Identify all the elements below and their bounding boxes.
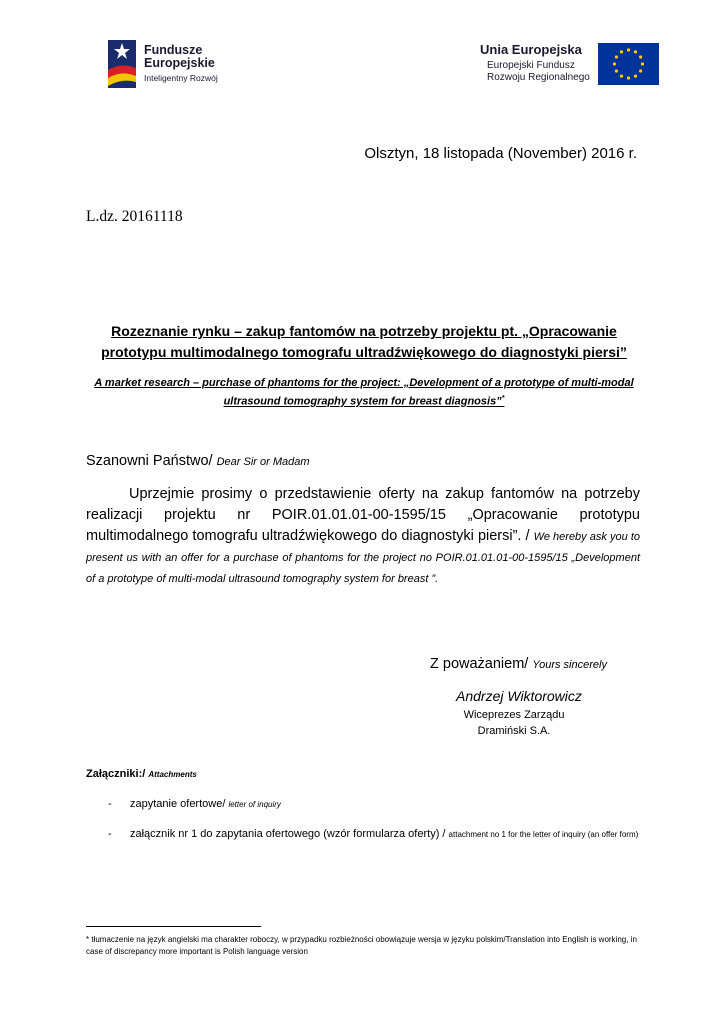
list-item <box>130 826 645 843</box>
fundusze-europejskie-logo <box>108 40 238 90</box>
attachments-heading <box>86 768 197 780</box>
footnote-marker: * <box>501 395 505 402</box>
fe-star-mark-icon <box>108 40 136 88</box>
attachment-2-pl: załącznik nr 1 do zapytania ofertowego (wzór formularza oferty) / <box>130 828 446 840</box>
greeting-pl: Szanowni Państwo/ <box>86 453 213 469</box>
list-item-dash: - <box>108 798 112 810</box>
eu-logo-line2: Rozwoju Regionalnego <box>487 72 590 83</box>
attachment-1-en: letter of inquiry <box>228 800 281 809</box>
attachments-heading-en: Attachments <box>148 770 197 779</box>
fe-logo-line1: Fundusze <box>144 43 203 57</box>
list-item-dash: - <box>108 828 112 840</box>
closing-pl: Z poważaniem/ <box>430 656 529 672</box>
attachment-2-en: attachment no 1 for the letter of inquiry (an offer form) <box>448 830 639 839</box>
eu-logo-title: Unia Europejska <box>480 42 582 57</box>
body-en: We hereby ask you to present us with an offer for a purchase of phantoms for the project no POIR.01.01.01-00-1595/15 „Development of a prototype of multi-modal ultrasound tomography system for breast ”. <box>86 531 641 585</box>
body-pl: Uprzejmie prosimy o przedstawienie oferty na zakup fantomów na potrzeby realizacji projektu nr POIR.01.01.01-00-1595/15 „Opracowanie prototypu multimodalnego tomografu ultradźwiękowego do diagnostyki piersi”. / <box>86 486 640 544</box>
body-paragraph <box>86 484 640 589</box>
signer-role: Wiceprezes Zarządu <box>463 709 565 721</box>
eu-flag-icon <box>598 43 659 85</box>
title-polish: Rozeznanie rynku – zakup fantomów na potrzeby projektu pt. „Opracowanie prototypu multimodalnego tomografu ultradźwiękowego do diagnostyki piersi” <box>101 323 627 360</box>
place-date: Olsztyn, 18 listopada (November) 2016 r. <box>364 145 637 162</box>
attachments-heading-pl: Załączniki:/ <box>86 768 146 780</box>
closing <box>430 656 607 672</box>
unia-europejska-logo <box>480 42 660 87</box>
signer-company: Dramiński S.A. <box>477 725 551 737</box>
closing-en: Yours sincerely <box>532 659 607 671</box>
fe-logo-line2: Europejskie <box>144 56 215 70</box>
title-english <box>86 375 642 410</box>
reference-number: L.dz. 20161118 <box>86 208 183 225</box>
greeting-en: Dear Sir or Madam <box>216 456 310 468</box>
list-item <box>130 798 281 810</box>
greeting <box>86 453 310 469</box>
footnote: * tłumaczenie na język angielski ma charakter roboczy, w przypadku rozbieżności obowiązuje wersja w języku polskim/Translation into English is working, in case of discrepancy more important is Polish language version <box>86 935 637 956</box>
fe-logo-line3: Inteligentny Rozwój <box>144 73 218 83</box>
footnote-divider <box>86 926 261 927</box>
attachment-1-pl: zapytanie ofertowe/ <box>130 798 226 810</box>
eu-logo-line1: Europejski Fundusz <box>487 60 575 71</box>
title-english-text: A market research – purchase of phantoms for the project: „Development of a prototype of multi-modal ultrasound tomography system for breast diagnosis” <box>94 377 634 408</box>
signer-name: Andrzej Wiktorowicz <box>456 688 582 704</box>
